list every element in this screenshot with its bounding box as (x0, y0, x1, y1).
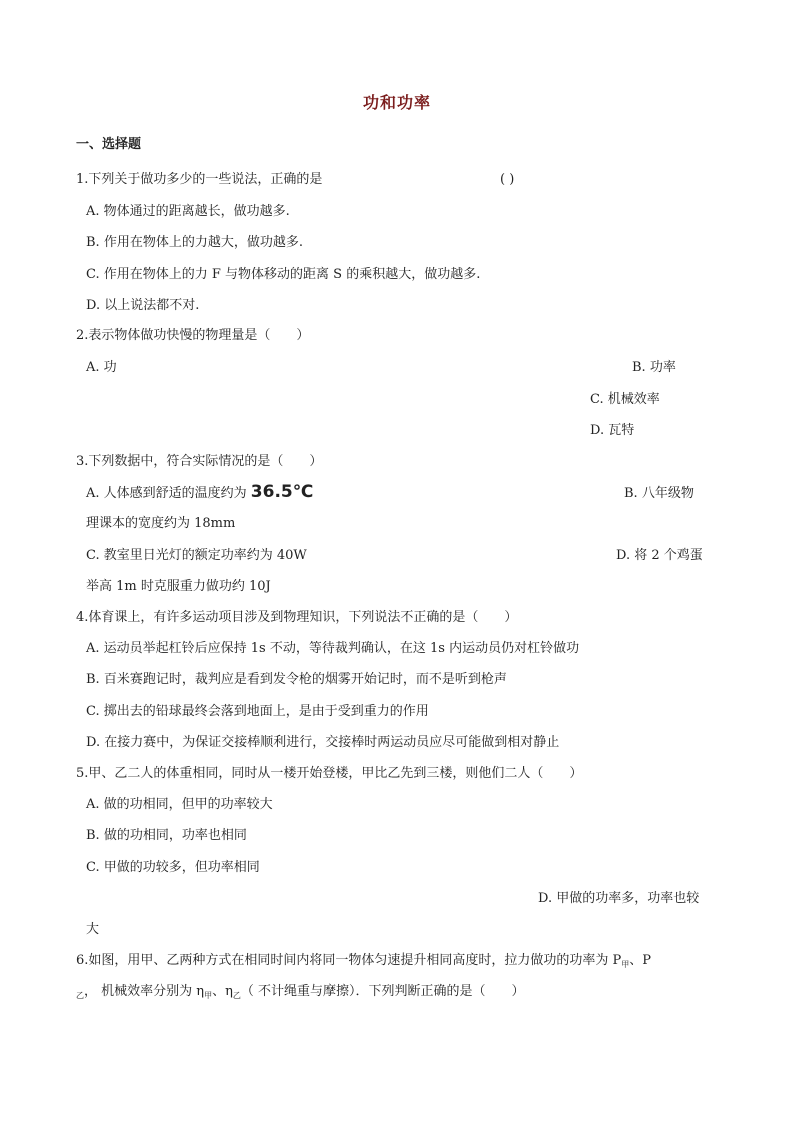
q6-stem-line2 (76, 984, 525, 1004)
q1-stem: 1.下列关于做功多少的一些说法，正确的是 (76, 172, 323, 187)
q5-stem: 5.甲、乙二人的体重相同，同时从一楼开始登楼，甲比乙先到三楼，则他们二人（ ） (76, 766, 583, 781)
q4-option-a: A. 运动员举起杠铃后应保持 1s 不动，等待裁判确认，在这 1s 内运动员仍对杠铃做功 (86, 641, 580, 656)
q5-option-a: A. 做的功相同，但甲的功率较大 (86, 797, 273, 812)
q3-option-d-tail: 举高 1m 时克服重力做功约 10J (86, 579, 271, 594)
q6-efficiency-text: ， 机械效率分别为 η (84, 984, 205, 999)
q3-temperature-value: 36.5℃ (250, 482, 314, 502)
q1-option-c: C. 作用在物体上的力 F 与物体移动的距离 S 的乘积越大，做功越多. (86, 267, 481, 282)
q6-subscript-jia: 甲 (621, 960, 630, 969)
section-heading: 一、选择题 (76, 137, 142, 152)
q5-option-c: C. 甲做的功较多，但功率相同 (86, 860, 260, 875)
q5-option-d-head: D. 甲做的功率多，功率也较 (538, 891, 700, 906)
q6-subscript-yi: 乙 (76, 991, 84, 1000)
q3-option-d-head: D. 将 2 个鸡蛋 (616, 548, 703, 563)
q1-option-a: A. 物体通过的距离越长，做功越多. (86, 204, 290, 219)
q6-stem-text: 6.如图，用甲、乙两种方式在相同时间内将同一物体匀速提升相同高度时，拉力做功的功率为 P (76, 953, 622, 968)
q4-option-b: B. 百米赛跑记时，裁判应是看到发令枪的烟雾开始记时，而不是听到枪声 (86, 672, 507, 687)
q3-option-b-tail: 理课本的宽度约为 18mm (86, 516, 236, 531)
q6-eta-subscript-yi: 乙 (232, 991, 241, 1000)
q6-eta-separator: 、η (212, 984, 233, 999)
q2-option-d: D. 瓦特 (590, 423, 635, 438)
page-title: 功和功率 (362, 93, 431, 112)
q1-answer-blank: ( ) (500, 172, 515, 187)
q2-option-c: C. 机械效率 (590, 392, 660, 407)
q3-stem: 3.下列数据中，符合实际情况的是（ ） (76, 454, 323, 469)
q5-option-b: B. 做的功相同，功率也相同 (86, 828, 247, 843)
q1-option-b: B. 作用在物体上的力越大，做功越多. (86, 235, 303, 250)
q6-question-tail: （ 不计绳重与摩擦）．下列判断正确的是（ ） (240, 984, 525, 999)
q4-option-d: D. 在接力赛中，为保证交接棒顺利进行，交接棒时两运动员应尽可能做到相对静止 (86, 735, 560, 750)
q6-stem-line1 (76, 953, 651, 973)
q4-option-c: C. 掷出去的铅球最终会落到地面上，是由于受到重力的作用 (86, 704, 429, 719)
q4-stem: 4.体育课上，有许多运动项目涉及到物理知识，下列说法不正确的是（ ） (76, 610, 518, 625)
q1-option-d: D. 以上说法都不对. (86, 298, 200, 313)
q2-stem: 2.表示物体做功快慢的物理量是（ ） (76, 328, 310, 343)
q6-eta-subscript-jia: 甲 (204, 991, 213, 1000)
q2-option-a: A. 功 (86, 360, 117, 375)
q3-option-b-head: B. 八年级物 (624, 486, 694, 501)
q6-power-separator: 、P (629, 953, 652, 968)
q3-option-a (86, 484, 313, 502)
q3-option-c: C. 教室里日光灯的额定功率约为 40W (86, 548, 307, 563)
q5-option-d-tail: 大 (86, 922, 100, 937)
q2-option-b: B. 功率 (632, 360, 676, 375)
q3-option-a-text: A. 人体感到舒适的温度约为 (86, 486, 251, 501)
